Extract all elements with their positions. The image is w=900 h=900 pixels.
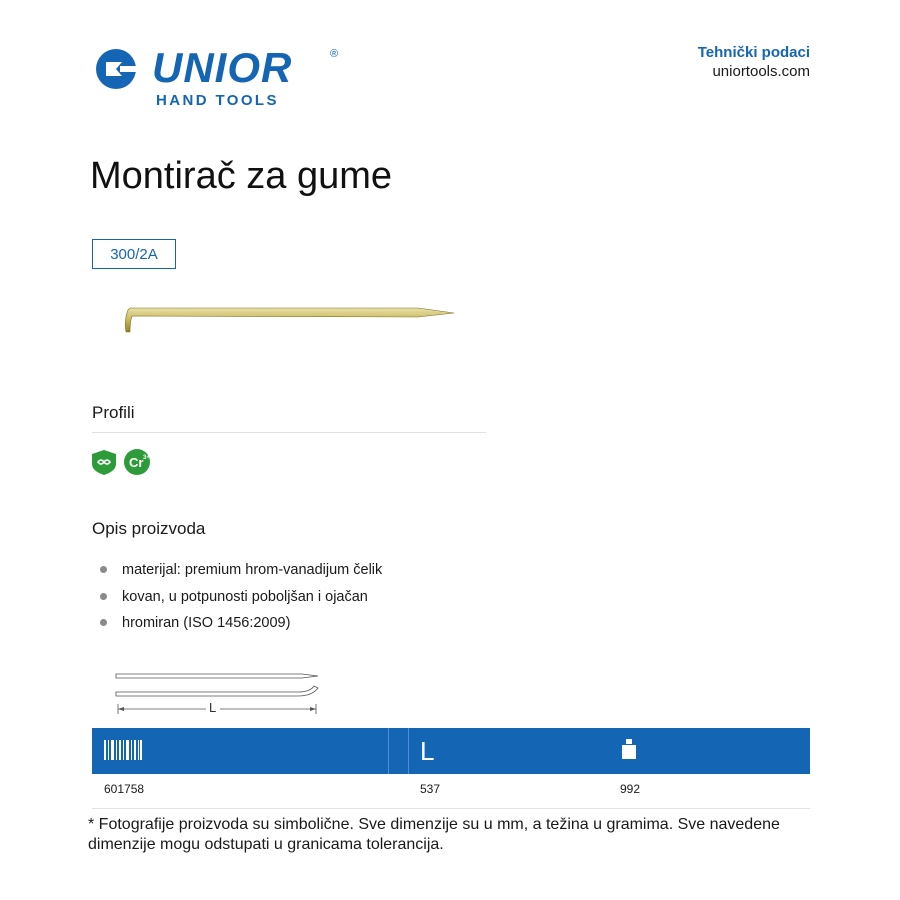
description-heading: Opis proizvoda: [92, 519, 206, 538]
tire-lever-image: [118, 298, 458, 338]
list-item: hromiran (ISO 1456:2009): [98, 614, 382, 641]
dimension-label: L: [209, 700, 217, 715]
feature-list: [98, 561, 382, 641]
unior-logo-icon: [92, 44, 152, 110]
registered-mark: ®: [330, 48, 339, 60]
table-cell-length: 537: [420, 782, 441, 796]
barcode-icon: [104, 738, 142, 762]
table-row-divider: [92, 808, 810, 809]
product-code-badge[interactable]: 300/2A: [92, 239, 176, 269]
list-item: materijal: premium hrom-vanadijum čelik: [98, 561, 382, 588]
svg-text:Cr: Cr: [129, 455, 144, 470]
website-link[interactable]: uniortools.com: [712, 63, 810, 80]
brand-subtitle: HAND TOOLS: [156, 92, 279, 109]
column-divider: [408, 728, 409, 774]
column-divider: [388, 728, 389, 774]
length-column-header: L: [420, 736, 435, 766]
svg-text:3+: 3+: [143, 455, 150, 461]
table-cell-code: 601758: [104, 782, 145, 796]
brand-name: UNIOR: [152, 44, 293, 91]
table-cell-weight: 992: [620, 782, 641, 796]
table-header: [92, 728, 810, 774]
page-title: Montirač za gume: [90, 155, 393, 197]
section-divider: [92, 432, 486, 433]
list-item: kovan, u potpunosti poboljšan i ojačan: [98, 588, 382, 615]
profile-badges: [90, 448, 156, 476]
footnote: * Fotografije proizvoda su simbolične. Sve dimenzije su u mm, a težina u gramima. Sve navedene dimenzije mogu odstupati u granicama tolerancija.: [88, 816, 780, 853]
chrome-cr-icon: [124, 449, 150, 475]
weight-icon: [620, 739, 638, 759]
dimension-drawing: [112, 668, 332, 716]
lifetime-warranty-infinity-icon: [92, 450, 116, 475]
doc-type-label: Tehnički podaci: [697, 44, 810, 61]
profiles-heading: Profili: [92, 403, 135, 422]
